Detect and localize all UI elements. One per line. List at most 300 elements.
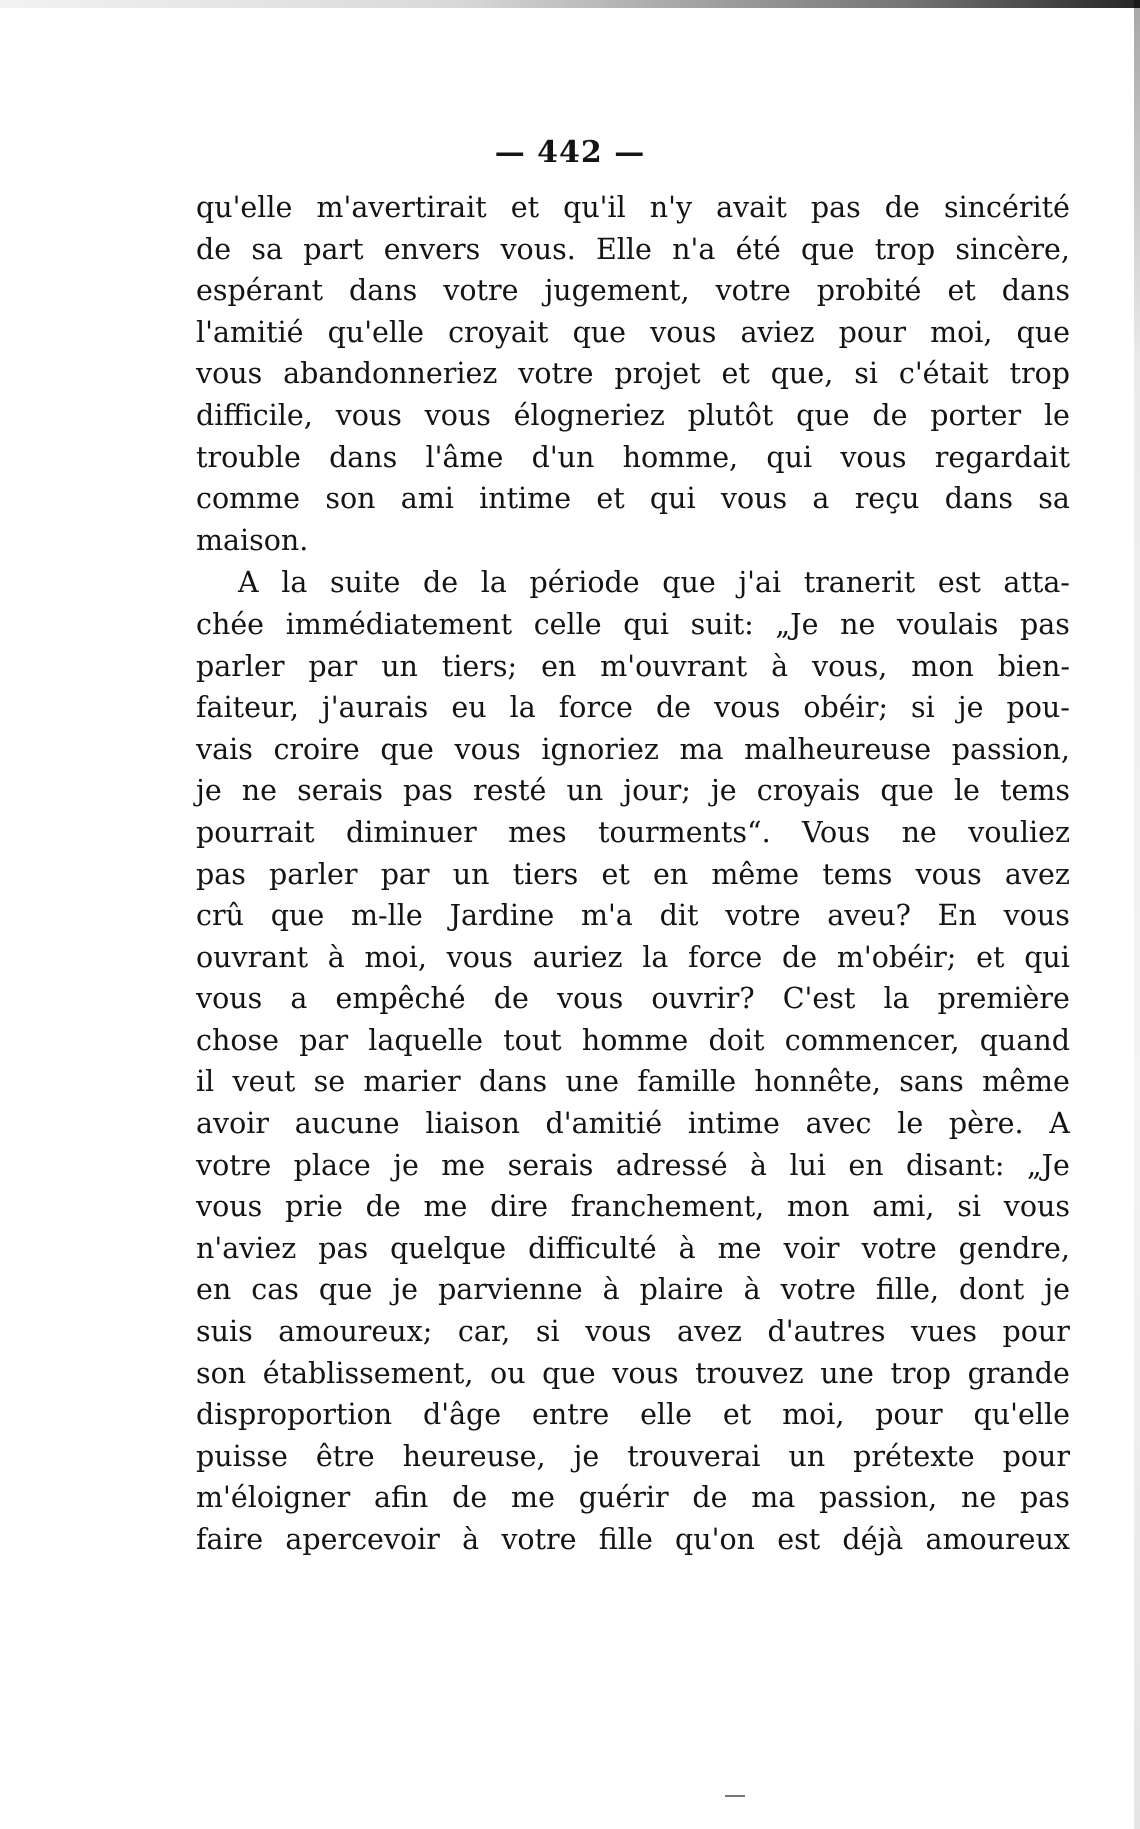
word: pour	[838, 315, 906, 349]
text-line	[196, 770, 1070, 812]
word: votre	[501, 1523, 577, 1556]
word: „Je	[775, 607, 819, 641]
word: vues	[911, 1315, 977, 1349]
word: la	[642, 940, 669, 974]
word: dire	[490, 1190, 548, 1224]
text-line	[196, 1103, 1070, 1145]
word: qui	[623, 607, 669, 641]
word: qu'elle	[973, 1398, 1070, 1432]
word: à	[462, 1523, 480, 1556]
word: moi,	[930, 315, 993, 349]
word: chose	[196, 1023, 279, 1057]
text-line	[196, 646, 1070, 688]
word: reçu	[854, 482, 920, 516]
word: et	[721, 357, 750, 391]
word: son	[196, 1356, 247, 1390]
word: votre	[196, 1148, 272, 1182]
word: en	[541, 649, 577, 683]
word: est	[937, 566, 981, 600]
word: C'est	[782, 982, 856, 1016]
word: et	[722, 1398, 752, 1432]
word: envers	[383, 232, 481, 266]
text-line	[196, 604, 1070, 646]
word: aveu?	[827, 899, 911, 933]
word: resté	[472, 774, 547, 808]
word: m-lle	[351, 899, 423, 933]
word: que,	[770, 357, 834, 391]
text-line	[196, 270, 1070, 312]
word: suite	[329, 566, 401, 600]
word: je	[573, 1439, 600, 1473]
word: grande	[967, 1356, 1070, 1390]
word: dont	[959, 1273, 1025, 1307]
word: tourments“.	[598, 815, 771, 849]
word: ami	[400, 482, 454, 516]
word: à	[602, 1273, 620, 1307]
word: que	[318, 1273, 373, 1307]
word: intime	[479, 482, 572, 516]
word: que	[800, 232, 855, 266]
line-text: maison.	[196, 523, 309, 557]
word: mon	[911, 649, 974, 683]
word: la	[883, 982, 910, 1016]
word: afin	[374, 1481, 429, 1515]
word: ne	[901, 815, 937, 849]
word: je	[1044, 1273, 1070, 1307]
word: pas	[1020, 1481, 1070, 1515]
word: qu'il	[563, 191, 626, 224]
word: me	[441, 1148, 486, 1182]
word: trop	[890, 1356, 951, 1390]
word: été	[735, 232, 781, 266]
word: sa	[251, 232, 283, 266]
word: puisse	[196, 1439, 288, 1473]
word: tiers	[512, 857, 579, 891]
text-line	[196, 353, 1070, 395]
word: m'ouvrant	[600, 649, 748, 683]
word: me	[717, 1231, 762, 1265]
word: par	[299, 1023, 349, 1057]
text-line	[196, 1061, 1070, 1103]
word: pas	[196, 857, 246, 891]
word: votre	[443, 274, 519, 308]
word: jour;	[623, 774, 691, 808]
word: d'amitié	[545, 1107, 663, 1141]
word: vous	[1003, 1190, 1070, 1224]
scan-top-edge	[0, 0, 1140, 8]
word: l'âme	[425, 440, 504, 474]
word: si	[911, 691, 935, 725]
text-line	[196, 1228, 1070, 1270]
word: je	[392, 1273, 419, 1307]
word: projet	[614, 357, 701, 391]
word: avez	[676, 1315, 742, 1349]
word: première	[937, 982, 1070, 1016]
word: en	[652, 857, 689, 891]
word: passion,	[951, 732, 1070, 766]
text-line	[196, 729, 1070, 771]
word: vous	[612, 1356, 679, 1390]
word: famille	[637, 1065, 737, 1099]
word: ou	[490, 1356, 526, 1390]
text-line	[196, 1186, 1070, 1228]
word: avait	[716, 191, 787, 224]
word: je	[393, 1148, 419, 1182]
word: tranerit	[803, 566, 916, 600]
word: car,	[457, 1315, 511, 1349]
word: trop	[1009, 357, 1070, 391]
word: prétexte	[853, 1439, 975, 1473]
word: aviez	[740, 315, 815, 349]
word: de	[423, 566, 459, 600]
text-line	[196, 1436, 1070, 1478]
word: qui	[1024, 940, 1070, 974]
word: tiers;	[441, 649, 518, 683]
word: un	[788, 1439, 826, 1473]
word: m'avertirait	[316, 191, 487, 224]
word: si	[854, 357, 878, 391]
word: vous	[650, 315, 717, 349]
word: de	[493, 982, 529, 1016]
word: vous.	[500, 232, 576, 266]
word: croyait	[448, 315, 549, 349]
word: dit	[659, 899, 699, 933]
word: dans	[1001, 274, 1070, 308]
word: un	[381, 649, 418, 683]
word: de	[872, 398, 908, 432]
word: place	[293, 1148, 371, 1182]
word: sincérité	[943, 191, 1070, 224]
word: je	[196, 774, 222, 808]
word: m'a	[581, 899, 633, 933]
word: bien-	[997, 649, 1070, 683]
word: tems	[822, 857, 893, 891]
word: obéir;	[803, 691, 888, 725]
word: croyais	[756, 774, 861, 808]
page-number: — 442 —	[494, 135, 646, 170]
word: probité	[816, 274, 922, 308]
word: la	[480, 566, 507, 600]
word: pas	[1020, 607, 1070, 641]
word: parler	[269, 857, 358, 891]
word: à	[750, 1148, 768, 1182]
text-line	[196, 187, 1070, 229]
word: vous	[424, 398, 491, 432]
word: cas	[251, 1273, 299, 1307]
word: en	[848, 1148, 884, 1182]
word: sans	[899, 1065, 964, 1099]
word: quand	[979, 1023, 1070, 1057]
word: vous	[585, 1315, 652, 1349]
word: gendre,	[958, 1231, 1070, 1265]
word: que	[572, 315, 627, 349]
word: diminuer	[346, 815, 477, 849]
word: trouverai	[627, 1439, 761, 1473]
word: établissement,	[262, 1356, 474, 1390]
text-line	[196, 1311, 1070, 1353]
word: amoureux;	[278, 1315, 433, 1349]
word: n'a	[672, 232, 716, 266]
word: père.	[948, 1107, 1024, 1141]
text-line	[196, 937, 1070, 979]
word: suis	[196, 1315, 253, 1349]
word: la	[509, 691, 536, 725]
word: le	[953, 774, 980, 808]
word: le	[897, 1107, 924, 1141]
word: espérant	[196, 274, 324, 308]
word: à	[327, 940, 345, 974]
word: parler	[196, 649, 285, 683]
text-line	[196, 1020, 1070, 1062]
word: vous	[446, 940, 513, 974]
text-line	[196, 1145, 1070, 1187]
scan-right-edge	[1134, 0, 1140, 1829]
paragraph-2	[196, 562, 1070, 1560]
word: ne	[241, 774, 278, 808]
word: c'était	[898, 357, 989, 391]
word: dans	[329, 440, 398, 474]
text-line	[196, 895, 1070, 937]
word: disproportion	[196, 1398, 393, 1432]
text-line	[196, 1269, 1070, 1311]
word: vous	[915, 857, 982, 891]
word: que	[662, 566, 716, 600]
word: regardait	[934, 440, 1070, 474]
word: apercevoir	[285, 1523, 440, 1556]
text-line	[196, 812, 1070, 854]
word: déjà	[842, 1523, 904, 1556]
word: vous,	[812, 649, 888, 683]
word: celle	[533, 607, 602, 641]
word: Jardine	[449, 899, 555, 933]
word: pour	[1002, 1315, 1070, 1349]
word: part	[303, 232, 364, 266]
text-line	[196, 312, 1070, 354]
word: dans	[478, 1065, 548, 1099]
word: veut	[232, 1065, 296, 1099]
text-line	[196, 478, 1070, 520]
word: guérir	[578, 1481, 669, 1515]
word: ma	[751, 1481, 796, 1515]
text-line	[196, 395, 1070, 437]
word: laquelle	[368, 1023, 483, 1057]
word: j'aurais	[321, 691, 429, 725]
word: ne	[840, 607, 876, 641]
word: votre	[725, 899, 801, 933]
word: „Je	[1026, 1148, 1070, 1182]
word: serais	[507, 1148, 594, 1182]
word: je	[710, 774, 737, 808]
word: à	[678, 1231, 696, 1265]
word: avez	[1004, 857, 1070, 891]
word: Elle	[596, 232, 652, 266]
word: avec	[805, 1107, 872, 1141]
word: pour	[875, 1398, 943, 1432]
word: d'âge	[422, 1398, 502, 1432]
word: pou-	[1006, 691, 1070, 725]
word: vous	[454, 732, 521, 766]
word: de	[782, 940, 818, 974]
word: pourrait	[196, 815, 315, 849]
text-line	[196, 687, 1070, 729]
word: commencer,	[784, 1023, 960, 1057]
word: à	[771, 649, 789, 683]
word: qu'elle	[196, 191, 293, 224]
word: amoureux	[925, 1523, 1070, 1556]
word: une	[820, 1356, 874, 1390]
word: pas	[403, 774, 453, 808]
word: difficile,	[196, 398, 313, 432]
word: pour	[1002, 1439, 1070, 1473]
word: vous	[196, 1190, 263, 1224]
word: que	[542, 1356, 596, 1390]
word: vouliez	[968, 815, 1070, 849]
word: que	[270, 899, 325, 933]
word: moi,	[782, 1398, 845, 1432]
word: et	[976, 940, 1005, 974]
word: m'obéir;	[836, 940, 957, 974]
word: de	[365, 1190, 401, 1224]
word: vous	[196, 982, 263, 1016]
word: être	[315, 1439, 375, 1473]
word: de	[452, 1481, 488, 1515]
text-line	[196, 562, 1070, 604]
word: difficulté	[528, 1231, 657, 1265]
word: me	[511, 1481, 555, 1515]
word: crû	[196, 899, 244, 933]
word: vous	[335, 398, 402, 432]
word: qui	[649, 482, 696, 516]
word: je	[957, 691, 984, 725]
word: n'y	[649, 191, 693, 224]
word: faire	[196, 1523, 264, 1556]
word: qu'on	[675, 1523, 755, 1556]
word: plutôt	[687, 398, 774, 432]
word: que	[796, 398, 850, 432]
word: son	[325, 482, 376, 516]
word: immédiatement	[285, 607, 513, 641]
word: heureuse,	[402, 1439, 546, 1473]
word: liaison	[425, 1107, 520, 1141]
word: serais	[297, 774, 383, 808]
page-body	[196, 187, 1070, 1561]
word: de	[692, 1481, 728, 1515]
text-line	[196, 1394, 1070, 1436]
word: vous	[557, 982, 624, 1016]
word: un	[566, 774, 604, 808]
word: avoir	[196, 1107, 269, 1141]
word: dans	[944, 482, 1013, 516]
word: a	[812, 482, 830, 516]
word: si	[535, 1315, 560, 1349]
word: Vous	[802, 815, 871, 849]
word: dans	[349, 274, 418, 308]
word: élogneriez	[513, 398, 665, 432]
word: vous	[714, 691, 781, 725]
word: jugement,	[544, 274, 690, 308]
word: et	[947, 274, 976, 308]
word: aucune	[294, 1107, 400, 1141]
word: force	[688, 940, 763, 974]
word: par	[308, 649, 358, 683]
word: moi,	[364, 940, 427, 974]
word: malheureuse	[744, 732, 932, 766]
word: A	[1049, 1107, 1070, 1141]
word: croire	[273, 732, 360, 766]
text-line	[196, 978, 1070, 1020]
word: force	[558, 691, 633, 725]
word: atta-	[1003, 566, 1070, 600]
word: vous	[720, 482, 788, 516]
word: porter	[930, 398, 1022, 432]
word: vais	[196, 732, 253, 766]
word: quelque	[390, 1231, 507, 1265]
word: eu	[451, 691, 487, 725]
word: plaire	[639, 1273, 724, 1307]
word: la	[281, 566, 308, 600]
word: un	[452, 857, 490, 891]
word: votre	[780, 1273, 856, 1307]
word: en	[196, 1273, 232, 1307]
word: ignoriez	[541, 732, 659, 766]
word: de	[196, 232, 232, 266]
word: mes	[508, 815, 567, 849]
word: me	[423, 1190, 468, 1224]
word: prie	[285, 1190, 343, 1224]
word: voulais	[896, 607, 999, 641]
word: fille	[598, 1523, 653, 1556]
word: homme	[581, 1023, 689, 1057]
text-line	[196, 1477, 1070, 1519]
word: d'un	[531, 440, 595, 474]
word: d'autres	[767, 1315, 886, 1349]
word: vous	[1003, 899, 1070, 933]
word: a	[290, 982, 308, 1016]
text-line	[196, 437, 1070, 479]
word: qui	[766, 440, 813, 474]
word: suit:	[690, 607, 754, 641]
word: qu'elle	[327, 315, 424, 349]
word: sincère,	[955, 232, 1070, 266]
word: comme	[196, 482, 301, 516]
word: il	[196, 1065, 215, 1099]
word: et	[601, 857, 630, 891]
word: empêché	[335, 982, 466, 1016]
word: que	[380, 732, 434, 766]
word: trop	[874, 232, 936, 266]
word: j'ai	[738, 566, 782, 600]
word: entre	[532, 1398, 610, 1432]
word: et	[596, 482, 625, 516]
word: elle	[640, 1398, 693, 1432]
word: et	[510, 191, 540, 224]
word: n'aviez	[196, 1231, 297, 1265]
word: est	[777, 1523, 821, 1556]
word: lui	[789, 1148, 827, 1182]
word: tout	[503, 1023, 562, 1057]
word: fille,	[875, 1273, 940, 1307]
text-line	[196, 520, 1070, 562]
word: ouvrir?	[651, 982, 755, 1016]
word: pas	[810, 191, 861, 224]
word: adressé	[615, 1148, 728, 1182]
word: ouvrant	[196, 940, 309, 974]
text-line	[196, 1519, 1070, 1561]
word: que	[880, 774, 934, 808]
word: chée	[196, 607, 265, 641]
word: votre	[518, 357, 594, 391]
word: ami,	[872, 1190, 935, 1224]
